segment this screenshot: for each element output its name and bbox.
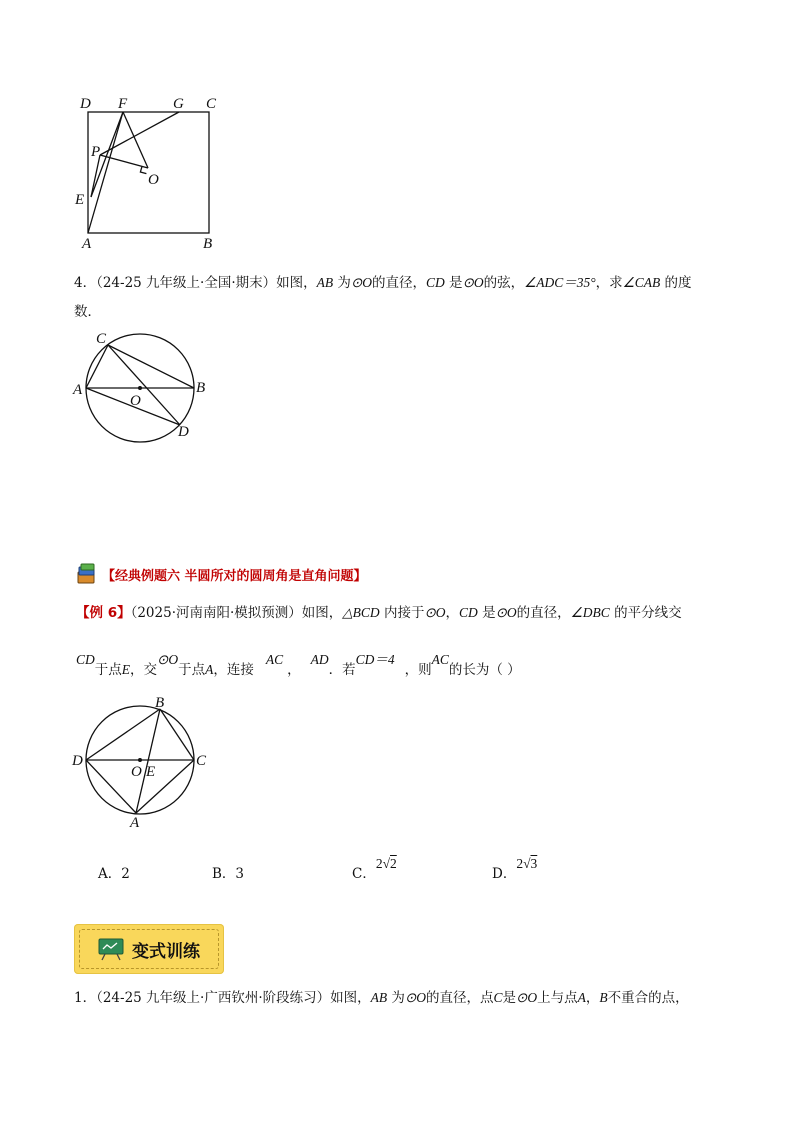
banner-title: 变式训练	[132, 941, 200, 962]
segment-cb	[108, 345, 194, 388]
segment-bc	[160, 709, 194, 760]
label-g: G	[173, 96, 184, 112]
text: ，	[445, 605, 460, 621]
center-dot	[138, 386, 142, 390]
label-d: D	[80, 96, 91, 112]
math-b: B	[599, 990, 608, 1005]
text: 的直径，	[516, 605, 571, 621]
example-6-line1	[76, 603, 682, 623]
math-ab: AB	[370, 990, 388, 1005]
label-b: B	[155, 695, 165, 711]
text: 为	[333, 275, 351, 291]
label-f: F	[118, 96, 128, 112]
question-1-line1	[74, 988, 689, 1008]
math-cd-equals-4: CD＝4	[355, 652, 395, 667]
text: 的度	[660, 275, 692, 291]
text: ，	[585, 990, 600, 1006]
chord-cd	[108, 345, 180, 425]
label-e: E	[146, 764, 156, 780]
text: 是	[444, 275, 463, 291]
question-number: 1．	[74, 990, 97, 1006]
label-c: C	[196, 753, 207, 769]
coef: 2	[375, 856, 383, 871]
text: ．若	[328, 662, 356, 678]
math-ad: AD	[310, 652, 329, 667]
math-circle-o: ⊙O	[157, 652, 179, 667]
math-cd: CD	[459, 605, 478, 620]
figure-circle-1	[66, 328, 216, 443]
question-source: （24-25 九年级上·广西钦州·阶段练习）	[96, 990, 331, 1006]
text: 的长为（ ）	[448, 662, 521, 678]
label-d: D	[178, 424, 189, 440]
label-d: D	[72, 753, 83, 769]
center-dot	[138, 758, 142, 762]
example-6-line2	[76, 652, 521, 680]
text: 于点	[178, 662, 206, 678]
example-source: （2025·河南南阳·模拟预测）	[130, 605, 302, 621]
question-number: 4．	[74, 275, 97, 291]
text: 的直径，点	[426, 990, 494, 1006]
coef: 2	[516, 856, 524, 871]
example-label: 【例 6】	[76, 605, 131, 621]
math-ac: AC	[265, 652, 284, 667]
option-c[interactable]	[352, 856, 397, 884]
math-triangle-bcd: △BCD	[342, 605, 380, 620]
label-p: P	[91, 144, 101, 160]
label-o: O	[131, 764, 142, 780]
text: 于点	[94, 662, 122, 678]
math-a: A	[205, 662, 214, 677]
blackboard-icon	[98, 937, 124, 961]
math-circle-o: ⊙O	[350, 275, 372, 290]
text: ，则	[404, 662, 432, 678]
math-a: A	[577, 990, 586, 1005]
text: 不重合的点，	[607, 990, 689, 1006]
label-e: E	[75, 192, 85, 208]
variant-training-banner	[74, 924, 224, 974]
math-cd: CD	[76, 652, 95, 667]
text: 如图，	[276, 275, 317, 291]
segment-af	[88, 112, 123, 233]
option-c-label: C．	[352, 866, 376, 882]
text: 的弦，	[483, 275, 525, 291]
text: 如图，	[301, 605, 343, 621]
math-e: E	[121, 662, 131, 677]
math-cd: CD	[426, 275, 445, 290]
label-o: O	[148, 172, 159, 188]
label-c: C	[96, 331, 107, 347]
label-b: B	[203, 236, 213, 252]
option-c-value: 2√2	[375, 856, 397, 871]
figure-square	[60, 90, 240, 255]
math-circle-o: ⊙O	[424, 605, 446, 620]
option-d-label: D．	[492, 866, 517, 882]
book-icon	[76, 563, 98, 585]
text: 是	[502, 990, 517, 1006]
question-4-line1	[74, 273, 692, 293]
option-b[interactable]: B．3	[212, 866, 245, 882]
text: 为	[387, 990, 405, 1006]
math-circle-o: ⊙O	[516, 990, 538, 1005]
math-circle-o: ⊙O	[495, 605, 517, 620]
math-angle-dbc: ∠DBC	[570, 605, 610, 620]
text: ，连接	[213, 662, 254, 678]
question-source: （24-25 九年级上·全国·期末）	[96, 275, 277, 291]
segment-db	[86, 709, 160, 760]
section-title: 【经典例题六 半圆所对的圆周角是直角问题】	[102, 568, 367, 584]
label-a: A	[73, 382, 83, 398]
text: ，交	[130, 662, 158, 678]
label-o: O	[130, 393, 141, 409]
banner-inner	[79, 929, 219, 969]
math-circle-o: ⊙O	[404, 990, 426, 1005]
text: 内接于	[379, 605, 425, 621]
math-c: C	[493, 990, 503, 1005]
math-ab: AB	[316, 275, 334, 290]
text: 如图，	[330, 990, 371, 1006]
option-d[interactable]	[492, 856, 538, 884]
text: 上与点	[537, 990, 578, 1006]
radicand: 2	[390, 856, 397, 871]
label-a: A	[82, 236, 92, 252]
label-c: C	[206, 96, 217, 112]
text: ，求	[595, 275, 623, 291]
option-d-value: 2√3	[516, 856, 538, 871]
math-angle-cab: ∠CAB	[622, 275, 661, 290]
text: ，	[287, 662, 301, 678]
question-4-line2: 数．	[74, 304, 101, 320]
segment-ca	[86, 345, 108, 388]
text: 是	[477, 605, 496, 621]
label-a: A	[130, 815, 140, 827]
math-angle-adc: ∠ADC＝35°	[524, 275, 596, 290]
segment-ac	[136, 760, 194, 813]
math-ac: AC	[431, 652, 449, 667]
math-circle-o: ⊙O	[462, 275, 484, 290]
option-a[interactable]: A．2	[98, 866, 130, 882]
label-b: B	[196, 380, 206, 396]
section-header	[76, 563, 367, 585]
figure-circle-2	[66, 692, 216, 827]
radicand: 3	[530, 856, 538, 871]
text: 的平分线交	[609, 605, 682, 621]
text: 的直径，	[372, 275, 426, 291]
